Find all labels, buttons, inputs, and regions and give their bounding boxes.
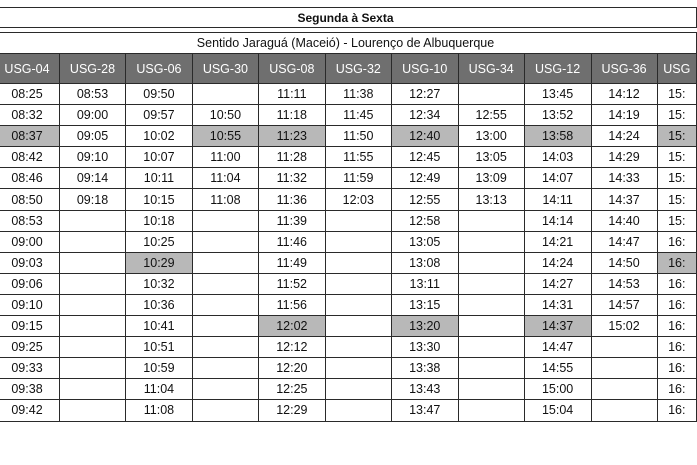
time-cell: 11:11 bbox=[258, 84, 325, 105]
time-cell: 11:55 bbox=[325, 147, 391, 168]
table-row bbox=[0, 316, 697, 337]
time-cell: 13:15 bbox=[391, 294, 458, 315]
column-header: USG-10 bbox=[391, 54, 458, 84]
time-cell: 15: bbox=[657, 105, 696, 126]
time-cell: 12:27 bbox=[391, 84, 458, 105]
time-cell: 16: bbox=[657, 294, 696, 315]
time-cell: 13:47 bbox=[391, 400, 458, 421]
time-cell bbox=[60, 273, 126, 294]
time-cell bbox=[60, 316, 126, 337]
time-cell: 14:29 bbox=[591, 147, 657, 168]
time-cell: 10:15 bbox=[125, 189, 192, 210]
time-cell: 08:32 bbox=[0, 105, 60, 126]
bus-schedule-table bbox=[0, 7, 697, 422]
time-cell: 09:14 bbox=[60, 168, 126, 189]
column-header: USG-08 bbox=[258, 54, 325, 84]
table-row bbox=[0, 400, 697, 421]
time-cell: 15:04 bbox=[524, 400, 591, 421]
time-cell: 09:03 bbox=[0, 252, 60, 273]
time-cell bbox=[192, 337, 258, 358]
time-cell bbox=[458, 84, 524, 105]
time-cell: 09:00 bbox=[60, 105, 126, 126]
time-cell: 14:19 bbox=[591, 105, 657, 126]
time-cell bbox=[192, 84, 258, 105]
table-row bbox=[0, 189, 697, 210]
time-cell bbox=[60, 358, 126, 379]
time-cell bbox=[60, 252, 126, 273]
table-row bbox=[0, 358, 697, 379]
time-cell bbox=[60, 294, 126, 315]
time-cell bbox=[192, 316, 258, 337]
time-cell: 15: bbox=[657, 84, 696, 105]
table-row bbox=[0, 84, 697, 105]
time-cell: 11:18 bbox=[258, 105, 325, 126]
column-header: USG-28 bbox=[60, 54, 126, 84]
time-cell bbox=[192, 294, 258, 315]
time-cell: 14:57 bbox=[591, 294, 657, 315]
time-cell: 13:05 bbox=[458, 147, 524, 168]
time-cell bbox=[458, 337, 524, 358]
time-cell: 12:55 bbox=[458, 105, 524, 126]
column-header: USG-06 bbox=[125, 54, 192, 84]
time-cell: 12:58 bbox=[391, 210, 458, 231]
time-cell: 13:20 bbox=[391, 316, 458, 337]
column-header: USG-30 bbox=[192, 54, 258, 84]
time-cell bbox=[591, 358, 657, 379]
time-cell: 14:03 bbox=[524, 147, 591, 168]
schedule-wrapper bbox=[0, 7, 697, 422]
time-cell bbox=[60, 231, 126, 252]
time-cell: 13:38 bbox=[391, 358, 458, 379]
time-cell: 09:10 bbox=[60, 147, 126, 168]
time-cell bbox=[458, 294, 524, 315]
time-cell: 13:05 bbox=[391, 231, 458, 252]
table-row bbox=[0, 379, 697, 400]
time-cell: 10:59 bbox=[125, 358, 192, 379]
time-cell bbox=[60, 400, 126, 421]
time-cell: 12:12 bbox=[258, 337, 325, 358]
time-cell: 15: bbox=[657, 210, 696, 231]
time-cell: 13:13 bbox=[458, 189, 524, 210]
time-cell: 11:23 bbox=[258, 126, 325, 147]
time-cell bbox=[192, 252, 258, 273]
column-header: USG-34 bbox=[458, 54, 524, 84]
time-cell bbox=[60, 210, 126, 231]
time-cell: 14:21 bbox=[524, 231, 591, 252]
time-cell: 13:58 bbox=[524, 126, 591, 147]
time-cell: 15:02 bbox=[591, 316, 657, 337]
time-cell: 14:07 bbox=[524, 168, 591, 189]
time-cell: 12:25 bbox=[258, 379, 325, 400]
time-cell: 12:40 bbox=[391, 126, 458, 147]
time-cell: 09:57 bbox=[125, 105, 192, 126]
time-cell: 14:31 bbox=[524, 294, 591, 315]
time-cell: 11:04 bbox=[125, 379, 192, 400]
time-cell: 15: bbox=[657, 126, 696, 147]
time-cell: 13:08 bbox=[391, 252, 458, 273]
time-cell bbox=[325, 316, 391, 337]
time-cell bbox=[591, 337, 657, 358]
time-cell: 08:53 bbox=[60, 84, 126, 105]
time-cell bbox=[192, 358, 258, 379]
column-header: USG bbox=[657, 54, 696, 84]
time-cell: 10:50 bbox=[192, 105, 258, 126]
time-cell bbox=[192, 400, 258, 421]
time-cell: 09:05 bbox=[60, 126, 126, 147]
time-cell bbox=[60, 337, 126, 358]
time-cell: 11:52 bbox=[258, 273, 325, 294]
time-cell: 10:25 bbox=[125, 231, 192, 252]
time-cell: 10:29 bbox=[125, 252, 192, 273]
time-cell: 16: bbox=[657, 337, 696, 358]
time-cell bbox=[325, 400, 391, 421]
time-cell: 12:55 bbox=[391, 189, 458, 210]
time-cell: 10:41 bbox=[125, 316, 192, 337]
time-cell: 10:18 bbox=[125, 210, 192, 231]
time-cell: 10:32 bbox=[125, 273, 192, 294]
time-cell: 12:45 bbox=[391, 147, 458, 168]
time-cell: 14:33 bbox=[591, 168, 657, 189]
time-cell: 15: bbox=[657, 147, 696, 168]
time-cell: 14:55 bbox=[524, 358, 591, 379]
time-cell: 08:42 bbox=[0, 147, 60, 168]
table-row bbox=[0, 252, 697, 273]
time-cell: 16: bbox=[657, 316, 696, 337]
time-cell: 15: bbox=[657, 168, 696, 189]
time-cell: 12:29 bbox=[258, 400, 325, 421]
route-direction: Sentido Jaraguá (Maceió) - Lourenço de Albuquerque bbox=[0, 33, 697, 54]
table-row bbox=[0, 294, 697, 315]
time-cell: 11:50 bbox=[325, 126, 391, 147]
time-cell: 14:24 bbox=[524, 252, 591, 273]
time-cell: 09:25 bbox=[0, 337, 60, 358]
time-cell: 10:02 bbox=[125, 126, 192, 147]
time-cell bbox=[458, 231, 524, 252]
time-cell: 09:15 bbox=[0, 316, 60, 337]
time-cell: 16: bbox=[657, 400, 696, 421]
time-cell: 13:52 bbox=[524, 105, 591, 126]
time-cell bbox=[458, 358, 524, 379]
time-cell: 14:11 bbox=[524, 189, 591, 210]
time-cell bbox=[591, 379, 657, 400]
column-header: USG-04 bbox=[0, 54, 60, 84]
time-cell: 12:20 bbox=[258, 358, 325, 379]
schedule-title: Segunda à Sexta bbox=[0, 8, 697, 28]
time-cell: 10:36 bbox=[125, 294, 192, 315]
table-row bbox=[0, 126, 697, 147]
time-cell: 16: bbox=[657, 252, 696, 273]
time-cell: 13:30 bbox=[391, 337, 458, 358]
time-cell bbox=[192, 231, 258, 252]
time-cell: 11:39 bbox=[258, 210, 325, 231]
time-cell: 12:34 bbox=[391, 105, 458, 126]
time-cell: 11:46 bbox=[258, 231, 325, 252]
time-cell: 13:11 bbox=[391, 273, 458, 294]
time-cell bbox=[458, 252, 524, 273]
time-cell: 10:11 bbox=[125, 168, 192, 189]
time-cell: 08:50 bbox=[0, 189, 60, 210]
time-cell: 14:12 bbox=[591, 84, 657, 105]
time-cell: 14:24 bbox=[591, 126, 657, 147]
table-row bbox=[0, 147, 697, 168]
time-cell: 08:25 bbox=[0, 84, 60, 105]
time-cell: 14:40 bbox=[591, 210, 657, 231]
time-cell: 16: bbox=[657, 379, 696, 400]
time-cell: 14:50 bbox=[591, 252, 657, 273]
time-cell: 09:50 bbox=[125, 84, 192, 105]
time-cell: 13:09 bbox=[458, 168, 524, 189]
time-cell: 11:49 bbox=[258, 252, 325, 273]
time-cell: 12:49 bbox=[391, 168, 458, 189]
time-cell: 11:36 bbox=[258, 189, 325, 210]
time-cell bbox=[325, 358, 391, 379]
time-cell: 11:04 bbox=[192, 168, 258, 189]
time-cell bbox=[325, 252, 391, 273]
time-cell: 10:55 bbox=[192, 126, 258, 147]
time-cell: 13:00 bbox=[458, 126, 524, 147]
time-cell bbox=[325, 294, 391, 315]
time-cell: 11:56 bbox=[258, 294, 325, 315]
time-cell: 09:00 bbox=[0, 231, 60, 252]
column-header: USG-36 bbox=[591, 54, 657, 84]
time-cell bbox=[591, 400, 657, 421]
time-cell bbox=[458, 316, 524, 337]
time-cell bbox=[325, 210, 391, 231]
time-cell: 13:43 bbox=[391, 379, 458, 400]
time-cell: 16: bbox=[657, 231, 696, 252]
table-row bbox=[0, 210, 697, 231]
time-cell: 11:00 bbox=[192, 147, 258, 168]
time-cell: 08:53 bbox=[0, 210, 60, 231]
time-cell: 10:51 bbox=[125, 337, 192, 358]
time-cell: 09:06 bbox=[0, 273, 60, 294]
time-cell: 11:28 bbox=[258, 147, 325, 168]
table-row bbox=[0, 273, 697, 294]
time-cell bbox=[325, 231, 391, 252]
time-cell bbox=[325, 379, 391, 400]
time-cell: 15:00 bbox=[524, 379, 591, 400]
column-header: USG-32 bbox=[325, 54, 391, 84]
time-cell: 09:18 bbox=[60, 189, 126, 210]
time-cell bbox=[192, 379, 258, 400]
time-cell bbox=[60, 379, 126, 400]
table-row bbox=[0, 231, 697, 252]
time-cell: 08:37 bbox=[0, 126, 60, 147]
table-row bbox=[0, 337, 697, 358]
time-cell bbox=[192, 273, 258, 294]
time-cell: 16: bbox=[657, 358, 696, 379]
table-row bbox=[0, 105, 697, 126]
time-cell bbox=[458, 273, 524, 294]
time-cell: 09:38 bbox=[0, 379, 60, 400]
time-cell: 10:07 bbox=[125, 147, 192, 168]
time-cell: 11:38 bbox=[325, 84, 391, 105]
time-cell: 12:02 bbox=[258, 316, 325, 337]
time-cell bbox=[458, 379, 524, 400]
column-header: USG-12 bbox=[524, 54, 591, 84]
time-cell: 14:37 bbox=[524, 316, 591, 337]
time-cell: 11:08 bbox=[192, 189, 258, 210]
time-cell bbox=[458, 210, 524, 231]
time-cell: 11:32 bbox=[258, 168, 325, 189]
time-cell: 11:59 bbox=[325, 168, 391, 189]
time-cell: 15: bbox=[657, 189, 696, 210]
time-cell: 16: bbox=[657, 273, 696, 294]
time-cell: 14:37 bbox=[591, 189, 657, 210]
schedule-body bbox=[0, 84, 697, 422]
time-cell: 13:45 bbox=[524, 84, 591, 105]
time-cell: 08:46 bbox=[0, 168, 60, 189]
time-cell: 09:42 bbox=[0, 400, 60, 421]
time-cell bbox=[192, 210, 258, 231]
time-cell: 09:33 bbox=[0, 358, 60, 379]
time-cell: 11:45 bbox=[325, 105, 391, 126]
time-cell: 09:10 bbox=[0, 294, 60, 315]
time-cell: 14:27 bbox=[524, 273, 591, 294]
time-cell: 11:08 bbox=[125, 400, 192, 421]
column-header-row bbox=[0, 54, 697, 84]
time-cell: 14:53 bbox=[591, 273, 657, 294]
time-cell bbox=[458, 400, 524, 421]
table-row bbox=[0, 168, 697, 189]
time-cell: 14:47 bbox=[591, 231, 657, 252]
time-cell bbox=[325, 337, 391, 358]
time-cell: 14:47 bbox=[524, 337, 591, 358]
time-cell bbox=[325, 273, 391, 294]
time-cell: 14:14 bbox=[524, 210, 591, 231]
time-cell: 12:03 bbox=[325, 189, 391, 210]
